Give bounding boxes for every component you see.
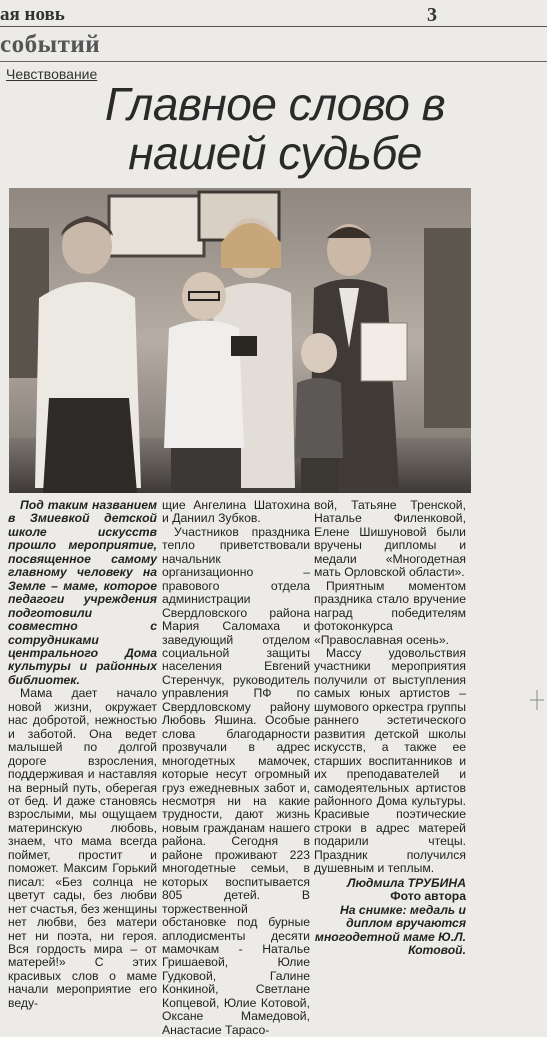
photo-credit: Фото автора <box>390 889 466 904</box>
photo-illustration <box>9 188 471 493</box>
article-paragraph: Участников праздника тепло приветствовали начальник организационно – правового отдела администрации Свердловского района Мария Саломаха и заведующий отделом социальной защиты населения Евгений Стеренчук, руководитель управления ПФ по Свердловскому району Любовь Яшина. Особые слова благодарности прозвучали в адрес многодетных мамочек, которые несут огромный груз ежедневных забот и, несмотря ни на какие трудности, дают жизнь новым гражданам нашего района. Сегодня в районе проживают 223 многодетные семьи, в которых воспитывается 805 детей. В торжественной обстановке под бурные аплодисменты десяти мамочкам - Наталье Гришаевой, Юлие Гудковой, Галине Конкиной, Светлане Копцевой, Юлие Котовой, Оксане Мамедовой, Анастасие Тарасо- <box>162 524 310 1037</box>
registration-mark <box>530 690 544 710</box>
newspaper-name: ая новь <box>0 4 65 25</box>
article-paragraph: щие Ангелина Шатохина и Даниил Зубков. <box>162 498 310 526</box>
article-paragraph: Массу удовольствия участники мероприятия получили от выступления самых юных артистов – шумового оркестра группы раннего эстетического развития детской школы искусств, а также ее старших воспитанников и их преподавателей и самодеятельных артистов районного Дома культуры. Красивые поэтические строки в адрес матерей подарили чтецы. Праздник получился душевным и теплым. <box>314 645 466 876</box>
article-column-1 <box>8 499 157 1010</box>
section-title: событий <box>0 31 101 58</box>
section-rule <box>0 61 547 62</box>
article-column-2 <box>162 499 310 1037</box>
article-rubric: Чевствование <box>6 66 98 82</box>
article-lead: Под таким названием в Змиевкой детской школе искусств прошло мероприятие, посвященное самому главному человеку на Земле – маме, которое педагоги учреждения подготовили совместно с сотрудниками центрального Дома культуры и районных библиотек. <box>8 498 157 687</box>
page-number: 3 <box>427 4 437 26</box>
photo-caption: На снимке: медаль и диплом вручаются многодетной маме Ю.Л. Котовой. <box>314 902 466 957</box>
article-author: Людмила ТРУБИНА <box>347 875 466 890</box>
article-headline: Главное слово в нашей судьбе <box>104 78 446 179</box>
header-rule <box>0 26 547 27</box>
article-paragraph: вой, Татьяне Тренской, Наталье Филенковой, Елене Шишуновой были вручены дипломы и медали «Многодетная мать Орловской области». <box>314 498 466 580</box>
newspaper-header <box>0 2 547 24</box>
article-paragraph: Мама дает начало новой жизни, окружает нас добротой, нежностью и заботой. Она ведет малышей по долгой дороге взросления, поддерживая и наставляя на верный путь, оберегая от бед. И даже становясь взрослыми, мы ощущаем материнскую любовь, знаем, что мама всегда поймет, простит и поможет. Максим Горький писал: «Без солнца не цветут сады, без любви нет счастья, без женщины нет любви, без матери нет ни поэта, ни героя. Вся гордость мира – от матерей!» С этих красивых слов о маме начали мероприятие его веду- <box>8 686 157 1010</box>
article-photo <box>9 188 471 493</box>
article-column-3 <box>314 499 466 957</box>
article-paragraph: Приятным моментом праздника стало вручение наград победителям фотоконкурса «Православная осень». <box>314 578 466 647</box>
